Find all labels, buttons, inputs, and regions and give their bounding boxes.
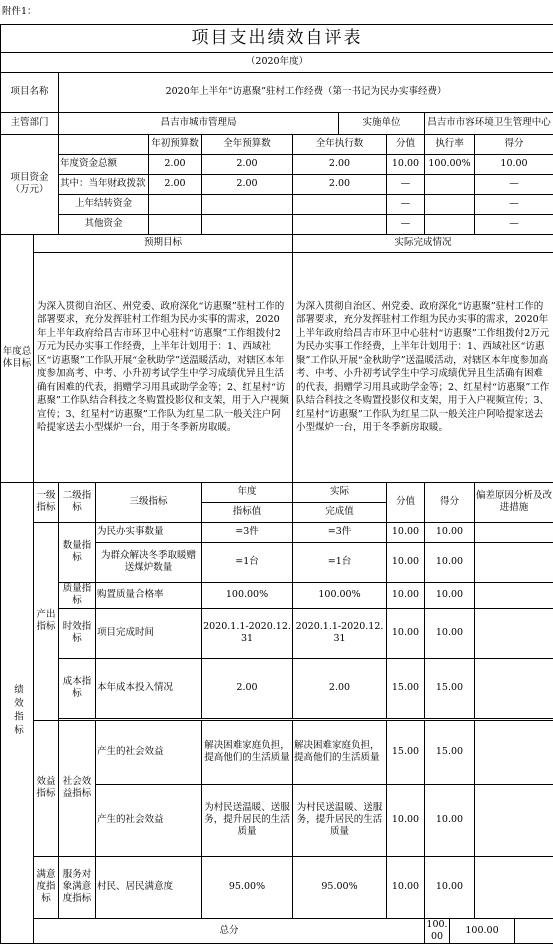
funds-cell [293, 214, 387, 234]
indicator-score: 15.00 [387, 658, 425, 718]
service-satisfaction-indicator: 服务对象满意度指标 [59, 856, 96, 918]
total-score: 100.00 [425, 918, 450, 943]
annual-goal-label: 年度总体目标 [1, 234, 34, 482]
year-note: （2020年度） [1, 52, 553, 72]
indicator-get: 10.00 [425, 522, 475, 542]
output-indicator: 产出指标 [34, 522, 59, 720]
impl-unit-label: 实施单位 [339, 112, 425, 134]
funds-header-score: 分值 [387, 134, 425, 154]
indicator-name: 为民办实事数量 [96, 522, 202, 542]
indicator-actual: 100.00% [293, 582, 387, 608]
indicator-name: 项目完成时间 [96, 608, 202, 658]
indicator-reason [475, 658, 553, 718]
indicator-name: 产生的社会效益 [96, 720, 202, 784]
indicator-actual: 95.00% [293, 856, 387, 918]
indicator-actual: 2020.1.1-2020.12.31 [293, 608, 387, 658]
year-target-header-bottom: 指标值 [202, 502, 293, 522]
reason-header: 偏差原因分析及改进措施 [475, 482, 553, 522]
indicator-target: 解决困难家庭负担，提高他们的生活质量 [202, 720, 293, 784]
level2-header: 二级指标 [59, 482, 96, 522]
funds-cell: 2.00 [293, 154, 387, 174]
funds-row-name: 年度资金总额 [59, 154, 149, 174]
indicator-name: 本年成本投入情况 [96, 658, 202, 718]
indicator-target: =3件 [202, 522, 293, 542]
indicator-actual: =1台 [293, 542, 387, 582]
indicator-reason [475, 582, 553, 608]
project-name-value: 2020年上半年“访惠聚”驻村工作经费（第一书记为民办实事经费） [59, 72, 553, 112]
actual-completion-text: 为深入贯彻自治区、州党委、政府深化“访惠聚”驻村工作的部署要求，充分发挥驻村工作组为民办实事的需求，2020年上半年政府给昌吉市环卫中心驻村“访惠聚”工作组拨付2万元为民办实事工作经费，上半年计划用于：1、西域社区“访惠聚”工作队开展“金秋助学”送温暖活动，对辖区本年度参加高考、中考、小升初考试学生中学习成绩优异且生活确有困难的代表，捐赠学习用具或助学金等；2、红星村“访惠聚”工作队结合科技之冬购置投影仪和支架，用于入户视频宣传；3、红星村“访惠聚”工作队为红星二队一般关注户阿哈提家送去小型煤炉一台，用于冬季新房取暖。 [293, 252, 553, 482]
funds-cell: 2.00 [202, 174, 293, 194]
funds-row-name: 上年结转资金 [59, 194, 149, 214]
total-get: 100.00 [450, 918, 515, 943]
indicator-score: 10.00 [387, 582, 425, 608]
indicator-score: 15.00 [387, 720, 425, 784]
indicator-score: 10.00 [387, 608, 425, 658]
attachment-label: 附件1： [2, 3, 37, 17]
indicator-name: 为群众解决冬季取暖赠送煤炉数量 [96, 542, 202, 582]
indicator-reason [475, 542, 553, 582]
expected-goal-text: 为深入贯彻自治区、州党委、政府深化“访惠聚”驻村工作的部署要求，充分发挥驻村工作组为民办实事的需求，2020年上半年政府给昌吉市环卫中心驻村“访惠聚”工作组拨付2万元为民办实事工作经费，上半年计划用于：1、西域社区“访惠聚”工作队开展“金秋助学”送温暖活动，对辖区本年度参加高考、中考、小升初考试学生中学习成绩优异且生活确有困难的代表，捐赠学习用具或助学金等；2、红星村“访惠聚”工作队结合科技之冬购置投影仪和支架，用于入户视频宣传；3、红星村“访惠聚”工作队为红星二队一般关注户阿哈提家送去小型煤炉一台，用于冬季新房取暖。 [34, 252, 293, 482]
funds-cell: 10.00 [387, 154, 425, 174]
funds-cell: — [387, 174, 425, 194]
indicator-target: 95.00% [202, 856, 293, 918]
indicator-get: 10.00 [425, 856, 475, 918]
level1-header: 一级指标 [34, 482, 59, 522]
indicator-reason [475, 784, 553, 856]
funds-cell: 2.00 [149, 154, 202, 174]
indicator-actual: =3件 [293, 522, 387, 542]
dept-label: 主管部门 [1, 112, 59, 134]
social-benefit-indicator: 社会效益指标 [59, 720, 96, 856]
total-reason [515, 918, 553, 943]
actual-header-top: 实际 [293, 482, 387, 502]
indicator-reason [475, 608, 553, 658]
level3-header: 三级指标 [96, 482, 202, 522]
funds-cell [202, 214, 293, 234]
indicator-get: 15.00 [425, 658, 475, 718]
indicator-get: 10.00 [425, 542, 475, 582]
indicator-actual: 解决困难家庭负担，提高他们的生活质量 [293, 720, 387, 784]
funds-cell: — [475, 174, 553, 194]
indicator-target: 100.00% [202, 582, 293, 608]
funds-cell [293, 194, 387, 214]
indicator-get: 10.00 [425, 784, 475, 856]
indicator-name: 村民、居民满意度 [96, 856, 202, 918]
page-title: 项目支出绩效自评表 [1, 24, 553, 52]
indicator-reason [475, 522, 553, 542]
indicator-get: 15.00 [425, 720, 475, 784]
indicator-name: 购置质量合格率 [96, 582, 202, 608]
actual-completion-header: 实际完成情况 [293, 234, 553, 252]
indicator-score: 10.00 [387, 856, 425, 918]
project-name-label: 项目名称 [1, 72, 59, 112]
satisfaction-indicator: 满意度指标 [34, 856, 59, 918]
funds-header-executed: 全年执行数 [293, 134, 387, 154]
funds-header-get: 得分 [475, 134, 553, 154]
funds-row-name: 其中：当年财政拨款 [59, 174, 149, 194]
indicator-score: 10.00 [387, 522, 425, 542]
funds-cell: — [475, 214, 553, 234]
funds-cell [149, 214, 202, 234]
indicator-score: 10.00 [387, 784, 425, 856]
indicator-actual: 为村民送温暖、送服务，提升居民的生活质量 [293, 784, 387, 856]
indicator-get: 10.00 [425, 608, 475, 658]
funds-header-initial-budget: 年初预算数 [149, 134, 202, 154]
funds-cell: 2.00 [149, 174, 202, 194]
indicator-target: =1台 [202, 542, 293, 582]
funds-cell: 10.00 [475, 154, 553, 174]
funds-header-annual-budget: 全年预算数 [202, 134, 293, 154]
expected-goal-header: 预期目标 [34, 234, 293, 252]
indicator-get: 10.00 [425, 582, 475, 608]
attachment-row [1, 0, 553, 24]
funds-row-name: 其他资金 [59, 214, 149, 234]
funds-cell: — [475, 194, 553, 214]
cost-indicator: 成本指标 [59, 658, 96, 718]
funds-cell [425, 174, 475, 194]
funds-cell [202, 194, 293, 214]
funds-label: 项目资金 （万元） [1, 134, 59, 234]
perf-side-label: 绩效指标 [1, 482, 34, 943]
dept-value: 昌吉市城市管理局 [59, 112, 339, 134]
impl-unit-value: 昌吉市市容环境卫生管理中心 [425, 112, 553, 134]
funds-cell: 2.00 [202, 154, 293, 174]
indicator-target: 为村民送温暖、送服务，提升居民的生活质量 [202, 784, 293, 856]
indicator-reason [475, 856, 553, 918]
year-target-header-top: 年度 [202, 482, 293, 502]
quality-indicator: 质量指标 [59, 582, 96, 608]
funds-cell: 2.00 [293, 174, 387, 194]
benefit-indicator: 效益指标 [34, 720, 59, 856]
score-header: 分值 [387, 482, 425, 522]
funds-cell: — [387, 214, 425, 234]
indicator-target: 2.00 [202, 658, 293, 718]
get-header: 得分 [425, 482, 475, 522]
indicator-score: 10.00 [387, 542, 425, 582]
quantity-indicator: 数量指标 [59, 522, 96, 582]
funds-header-blank [59, 134, 149, 154]
actual-header-bottom: 完成值 [293, 502, 387, 522]
indicator-target: 2020.1.1-2020.12.31 [202, 608, 293, 658]
timeliness-indicator: 时效指标 [59, 608, 96, 658]
funds-cell: 100.00% [425, 154, 475, 174]
indicator-name: 产生的社会效益 [96, 784, 202, 856]
funds-cell [425, 214, 475, 234]
total-label: 总分 [34, 918, 425, 943]
funds-cell [425, 194, 475, 214]
funds-cell [149, 194, 202, 214]
funds-header-rate: 执行率 [425, 134, 475, 154]
indicator-actual: 2.00 [293, 658, 387, 718]
indicator-reason [475, 720, 553, 784]
funds-cell: — [387, 194, 425, 214]
